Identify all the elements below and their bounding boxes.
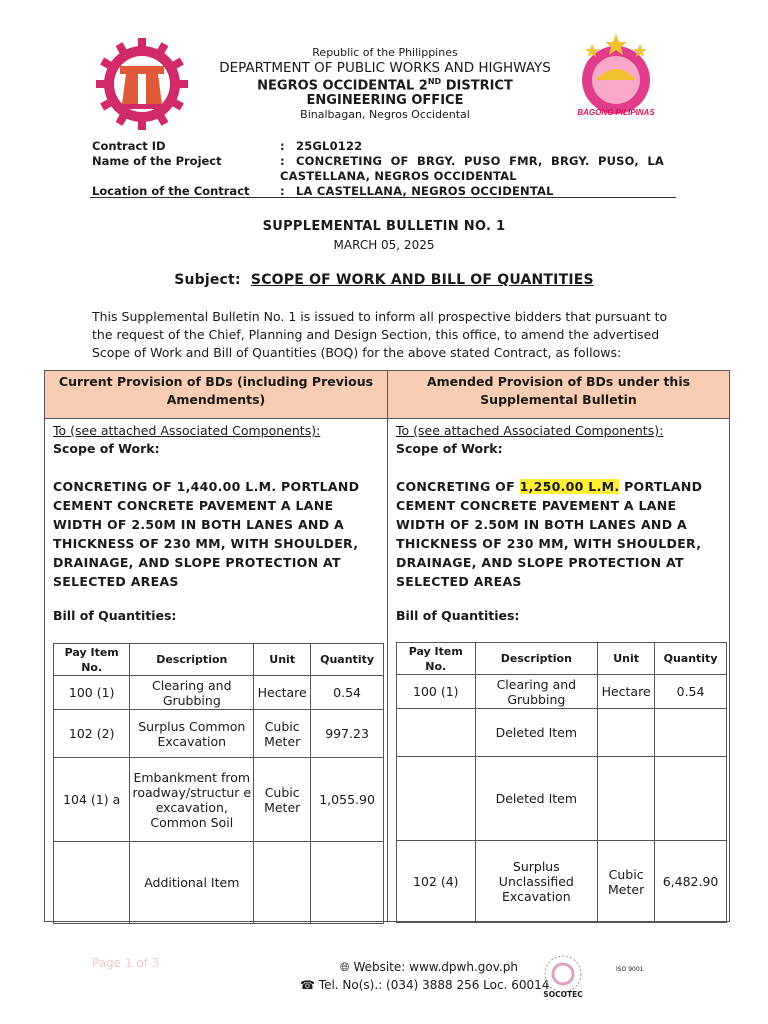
right-boq-table — [396, 642, 727, 923]
right-boq-label: Bill of Quantities: — [396, 608, 520, 623]
project-value-line1: CONCRETING OF BRGY. PUSO FMR, BRGY. PUSO, LA — [296, 154, 664, 168]
cell-quantity: 6,482.90 — [655, 841, 727, 923]
cell-quantity — [311, 842, 384, 924]
cell-quantity: 0.54 — [655, 675, 727, 709]
republic-line: Republic of the Philippines — [312, 46, 458, 59]
socotec-name: SOCOTEC — [543, 990, 583, 999]
col-description: Description — [130, 644, 254, 676]
project-label: Name of the Project — [92, 154, 222, 168]
phone-icon: ☎ — [300, 978, 315, 992]
cell-description: Deleted Item — [475, 709, 598, 757]
cell-description: Additional Item — [130, 842, 254, 924]
location-label: Location of the Contract — [92, 184, 250, 198]
table-row — [397, 757, 727, 841]
table-row — [54, 758, 384, 842]
cell-quantity: 0.54 — [311, 676, 384, 710]
left-scope-label: Scope of Work: — [53, 441, 160, 456]
col-quantity: Quantity — [311, 644, 384, 676]
contract-id-value: 25GL0122 — [296, 139, 363, 153]
table-header-row — [397, 643, 727, 675]
cell-unit: Hectare — [598, 675, 655, 709]
cell-description: Embankment from roadway/structur e excavation, Common Soil — [130, 758, 254, 842]
table-row — [397, 709, 727, 757]
dpwh-logo — [96, 38, 188, 130]
col-quantity: Quantity — [655, 643, 727, 675]
cell-quantity: 1,055.90 — [311, 758, 384, 842]
cell-unit: Hectare — [254, 676, 311, 710]
cell-description: Surplus Common Excavation — [130, 710, 254, 758]
cell-pay-item: 100 (1) — [54, 676, 130, 710]
contract-id-label: Contract ID — [92, 139, 166, 153]
table-row — [397, 841, 727, 923]
table-row — [54, 842, 384, 924]
office-name: ENGINEERING OFFICE — [306, 93, 464, 108]
location-value: LA CASTELLANA, NEGROS OCCIDENTAL — [296, 184, 554, 198]
department-name: DEPARTMENT OF PUBLIC WORKS AND HIGHWAYS — [219, 60, 551, 76]
highlighted-length: 1,250.00 L.M. — [519, 479, 620, 494]
amended-provision-heading: Amended Provision of BDs under this Supplemental Bulletin — [388, 371, 729, 419]
cell-unit — [254, 842, 311, 924]
cell-pay-item: 100 (1) — [397, 675, 476, 709]
project-value-line2: CASTELLANA, NEGROS OCCIDENTAL — [280, 169, 517, 183]
cell-unit: Cubic Meter — [254, 758, 311, 842]
cell-pay-item: 102 (4) — [397, 841, 476, 923]
cell-quantity — [655, 709, 727, 757]
divider-rule — [90, 197, 676, 198]
right-scope-text: CONCRETING OF 1,250.00 L.M. PORTLAND CEMENT CONCRETE PAVEMENT A LANE WIDTH OF 2.50M IN BOTH LANES AND A THICKNESS OF 230 MM, WITH SHOULDER, DRAINAGE, AND SLOPE PROTECTION AT SELECTED AREAS — [396, 479, 703, 589]
bulletin-title: SUPPLEMENTAL BULLETIN NO. 1 — [262, 219, 506, 234]
cell-unit: Cubic Meter — [254, 710, 311, 758]
left-boq-table — [53, 643, 384, 924]
telephone-line: ☎ Tel. No(s).: (034) 3888 256 Loc. 60014 — [300, 978, 550, 992]
column-divider — [387, 370, 388, 922]
cell-description: Deleted Item — [475, 757, 598, 841]
colon: : — [280, 139, 285, 153]
col-pay-item: Pay Item No. — [397, 643, 476, 675]
table-row — [54, 710, 384, 758]
cell-unit — [598, 757, 655, 841]
col-description: Description — [475, 643, 598, 675]
col-unit: Unit — [598, 643, 655, 675]
current-provision-heading: Current Provision of BDs (including Previous Amendments) — [45, 371, 387, 419]
cell-pay-item — [397, 757, 476, 841]
page-number: Page 1 of 3 — [92, 956, 160, 970]
cell-pay-item — [54, 842, 130, 924]
cell-description: Clearing and Grubbing — [475, 675, 598, 709]
cell-description: Surplus Unclassified Excavation — [475, 841, 598, 923]
bulletin-date: MARCH 05, 2025 — [333, 238, 435, 252]
district-name: NEGROS OCCIDENTAL 2ND DISTRICT — [257, 77, 513, 94]
table-row — [54, 676, 384, 710]
right-scope-label: Scope of Work: — [396, 441, 503, 456]
right-to-see: To (see attached Associated Components): — [396, 423, 664, 438]
col-unit: Unit — [254, 644, 311, 676]
cell-quantity — [655, 757, 727, 841]
table-row — [397, 675, 727, 709]
bagong-pilipinas-text: BAGONG PILIPINAS — [577, 108, 655, 117]
cell-quantity: 997.23 — [311, 710, 384, 758]
cell-pay-item: 104 (1) a — [54, 758, 130, 842]
cell-unit — [598, 709, 655, 757]
left-boq-label: Bill of Quantities: — [53, 608, 177, 623]
left-to-see: To (see attached Associated Components): — [53, 423, 321, 438]
cell-pay-item — [397, 709, 476, 757]
globe-icon: 🌐︎ — [340, 960, 350, 974]
table-header-row — [54, 644, 384, 676]
subject-line: Subject: SCOPE OF WORK AND BILL OF QUANTITIES — [174, 272, 594, 288]
colon: : — [280, 154, 285, 168]
intro-paragraph: This Supplemental Bulletin No. 1 is issued to inform all prospective bidders that pursuant to the request of the Chief, Planning and Design Section, this office, to amend the advertised Scope of Work and Bill of Quantities (BOQ) for the above stated Contract, as follows: — [92, 309, 668, 360]
cell-pay-item: 102 (2) — [54, 710, 130, 758]
cell-description: Clearing and Grubbing — [130, 676, 254, 710]
website-line: 🌐︎ Website: www.dpwh.gov.ph — [340, 960, 518, 974]
colon: : — [280, 184, 285, 198]
cell-unit: Cubic Meter — [598, 841, 655, 923]
col-pay-item: Pay Item No. — [54, 644, 130, 676]
iso-label: ISO 9001 — [616, 966, 644, 973]
left-scope-text: CONCRETING OF 1,440.00 L.M. PORTLAND CEMENT CONCRETE PAVEMENT A LANE WIDTH OF 2.50M IN BOTH LANES AND A THICKNESS OF 230 MM, WITH SHOULDER, DRAINAGE, AND SLOPE PROTECTION AT SELECTED AREAS — [53, 479, 360, 589]
office-location: Binalbagan, Negros Occidental — [300, 108, 470, 121]
